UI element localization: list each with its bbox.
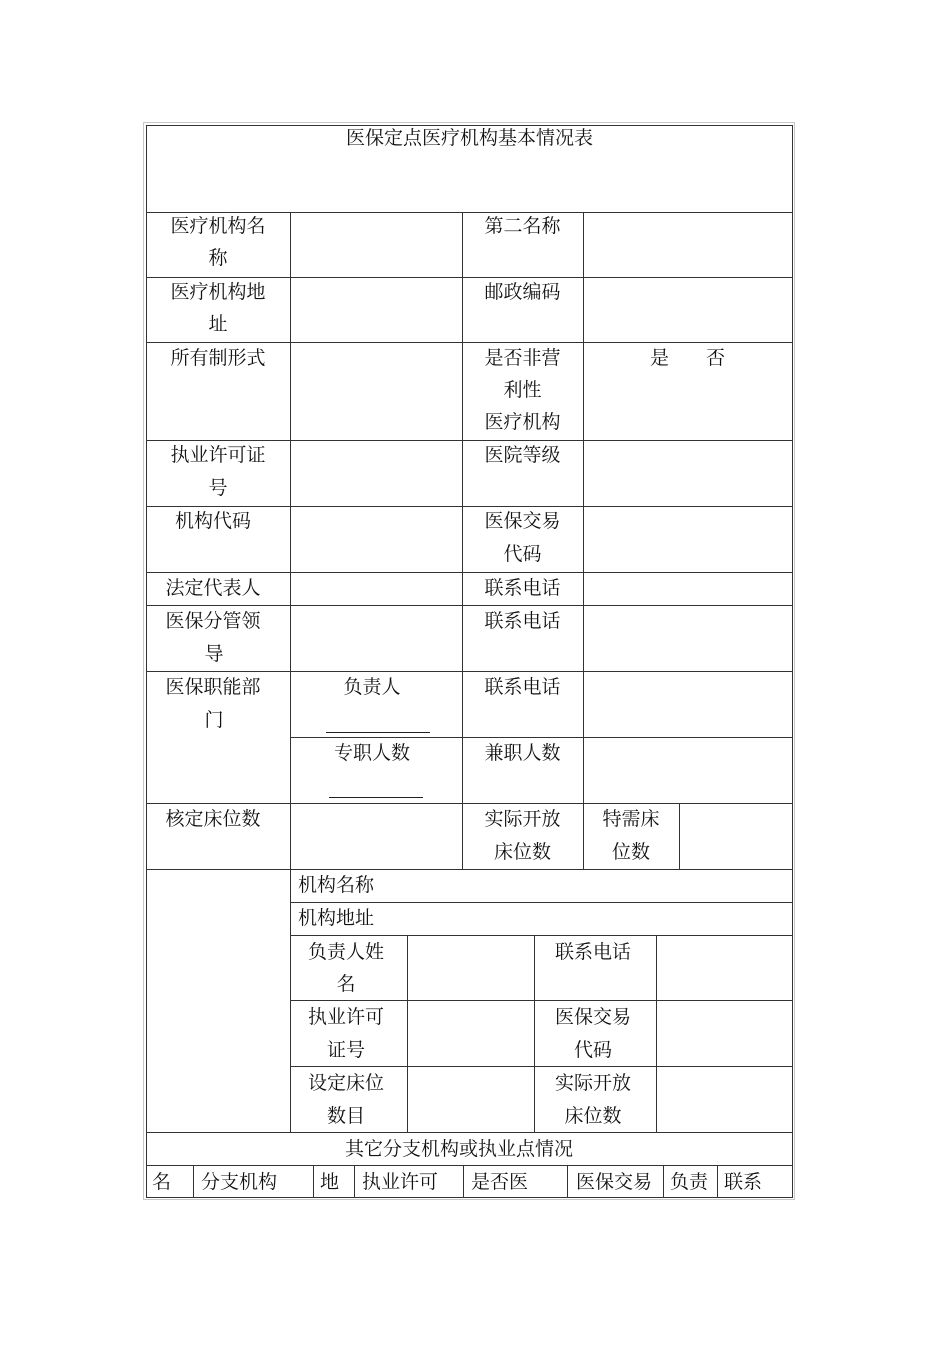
label-phone: 联系电话	[484, 610, 561, 632]
label-branch-trade-code-line2: 代码	[573, 1039, 612, 1061]
label-second-name: 第二名称	[484, 215, 561, 237]
label-branch-license-line2: 证号	[326, 1039, 365, 1061]
column-rule	[583, 212, 584, 869]
label-branch-beds-set-line2: 数目	[326, 1105, 365, 1127]
label-institution-name: 医疗机构名	[170, 215, 266, 237]
column-header: 地	[320, 1171, 340, 1193]
column-header: 医保交易	[576, 1171, 653, 1193]
label-ownership: 所有制形式	[170, 347, 266, 369]
label-nonprofit: 是否非营	[484, 347, 561, 369]
label-phone: 联系电话	[484, 577, 561, 599]
label-parttime-count: 兼职人数	[484, 742, 561, 764]
option-yes[interactable]: 是	[650, 347, 670, 369]
column-rule	[313, 1165, 314, 1198]
label-person-in-charge: 负责人	[343, 676, 401, 698]
label-branch-org-address: 机构地址	[298, 907, 375, 929]
label-phone: 联系电话	[484, 676, 561, 698]
column-header: 是否医	[471, 1171, 529, 1193]
label-insurance-trade-code: 医保交易	[484, 510, 561, 532]
column-rule	[717, 1165, 718, 1198]
column-header: 负责	[670, 1171, 709, 1193]
label-institution-address: 医疗机构地	[170, 281, 266, 303]
label-branch-beds-set: 设定床位	[307, 1072, 384, 1094]
column-rule	[663, 1165, 664, 1198]
label-license-number: 执业许可证	[170, 444, 266, 466]
label-branch-trade-code: 医保交易	[554, 1006, 631, 1028]
label-special-beds-line2: 位数	[611, 841, 650, 863]
label-insurance-trade-code-line2: 代码	[503, 543, 542, 565]
label-nonprofit-line2: 利性	[503, 379, 542, 401]
column-header: 联系	[724, 1171, 763, 1193]
label-hospital-level: 医院等级	[484, 444, 561, 466]
column-rule	[193, 1165, 194, 1198]
person-in-charge-underline[interactable]	[326, 732, 430, 733]
label-branch-person: 负责人姓	[307, 941, 384, 963]
column-rule	[656, 935, 657, 1132]
column-rule	[679, 803, 680, 869]
label-special-beds: 特需床	[602, 808, 660, 830]
label-institution-name-line2: 称	[208, 247, 228, 269]
label-license-number-line2: 号	[208, 477, 228, 499]
column-rule	[463, 1165, 464, 1198]
label-branch-beds-actual: 实际开放	[554, 1072, 631, 1094]
label-institution-address-line2: 址	[208, 313, 228, 335]
label-postcode: 邮政编码	[484, 281, 561, 303]
label-approved-beds: 核定床位数	[165, 808, 261, 830]
fulltime-count-underline[interactable]	[329, 797, 423, 798]
page-title: 医保定点医疗机构基本情况表	[345, 127, 593, 149]
column-header: 分支机构	[201, 1171, 278, 1193]
label-insurance-leader: 医保分管领	[165, 610, 261, 632]
label-insurance-department: 医保职能部	[165, 676, 261, 698]
label-org-code: 机构代码	[174, 510, 251, 532]
rule	[146, 869, 793, 870]
section-heading-other-branches: 其它分支机构或执业点情况	[344, 1138, 573, 1160]
label-branch-org-name: 机构名称	[298, 874, 375, 896]
column-header: 名	[152, 1171, 172, 1193]
label-legal-representative: 法定代表人	[165, 577, 261, 599]
column-header: 执业许可	[362, 1171, 439, 1193]
option-no[interactable]: 否	[706, 347, 726, 369]
label-actual-beds: 实际开放	[484, 808, 561, 830]
label-branch-license: 执业许可	[307, 1006, 384, 1028]
label-actual-beds-line2: 床位数	[493, 841, 551, 863]
column-rule	[407, 935, 408, 1132]
label-branch-person-line2: 名	[336, 973, 356, 995]
label-insurance-leader-line2: 导	[204, 643, 224, 665]
label-nonprofit-line3: 医疗机构	[484, 411, 561, 433]
column-rule	[354, 1165, 355, 1198]
label-insurance-department-line2: 门	[204, 709, 224, 731]
column-rule	[567, 1165, 568, 1198]
label-fulltime-count: 专职人数	[333, 742, 410, 764]
column-rule	[290, 212, 291, 869]
label-branch-phone: 联系电话	[554, 941, 631, 963]
label-branch-beds-actual-line2: 床位数	[564, 1105, 622, 1127]
